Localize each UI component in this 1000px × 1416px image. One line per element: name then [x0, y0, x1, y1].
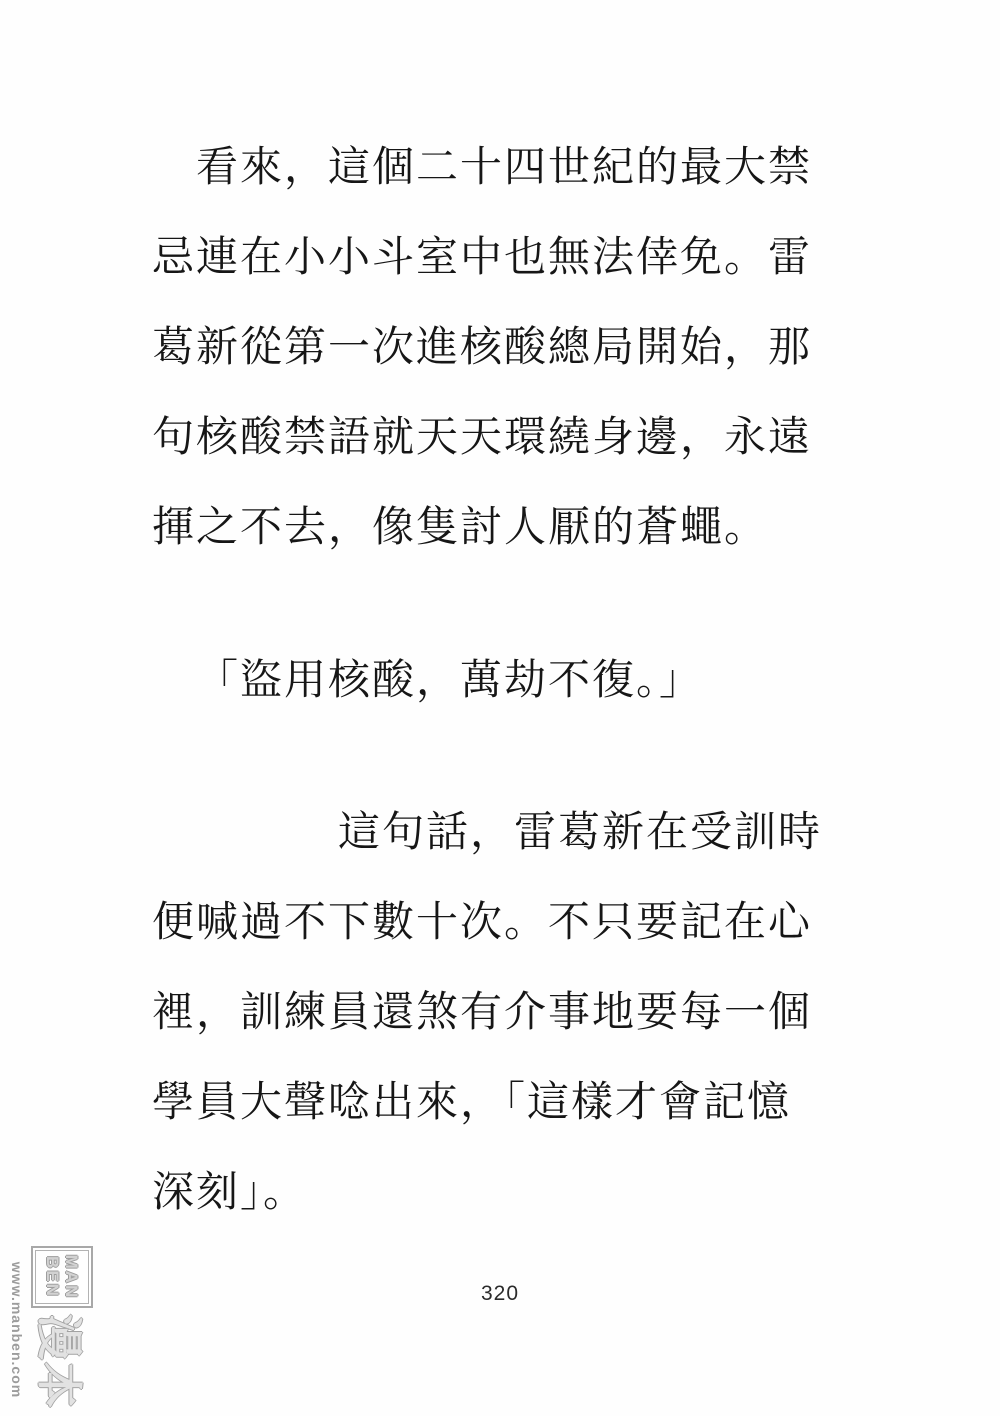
logo-text-bottom: BEN [43, 1256, 62, 1298]
text-line: 句核酸禁語就天天環繞身邊，永遠 [152, 413, 813, 460]
text-line: 裡，訓練員還煞有介事地要每一個 [152, 988, 813, 1035]
quote-paragraph [152, 635, 864, 725]
text-line: 忌連在小小斗室中也無法倖免。雷 [152, 233, 813, 280]
paragraph [152, 787, 864, 1237]
quote-line: 「盜用核酸，萬劫不復。」 [196, 656, 704, 703]
logo-text-top: MAN [62, 1254, 81, 1300]
manben-logo-box [31, 1246, 93, 1308]
text-line: 深刻」。 [152, 1168, 308, 1215]
text-line: 揮之不去，像隻討人厭的蒼蠅。 [152, 503, 769, 550]
page-text [152, 122, 864, 1237]
site-url: www.manben.com [9, 1261, 25, 1399]
text-line: 便喊過不下數十次。不只要記在心 [152, 898, 813, 945]
logo-chinese-characters: 漫本 [33, 1314, 85, 1410]
paragraph [152, 122, 864, 572]
page-number: 320 [480, 1282, 520, 1305]
text-line: 看來，這個二十四世紀的最大禁 [196, 143, 813, 190]
text-line: 這句話，雷葛新在受訓時 [338, 808, 823, 855]
watermark-logo-row [28, 1244, 96, 1416]
text-line: 葛新從第一次進核酸總局開始，那 [152, 323, 813, 370]
text-line: 學員大聲唸出來，「這樣才會記憶 [152, 1078, 792, 1125]
site-watermark [0, 1244, 96, 1416]
